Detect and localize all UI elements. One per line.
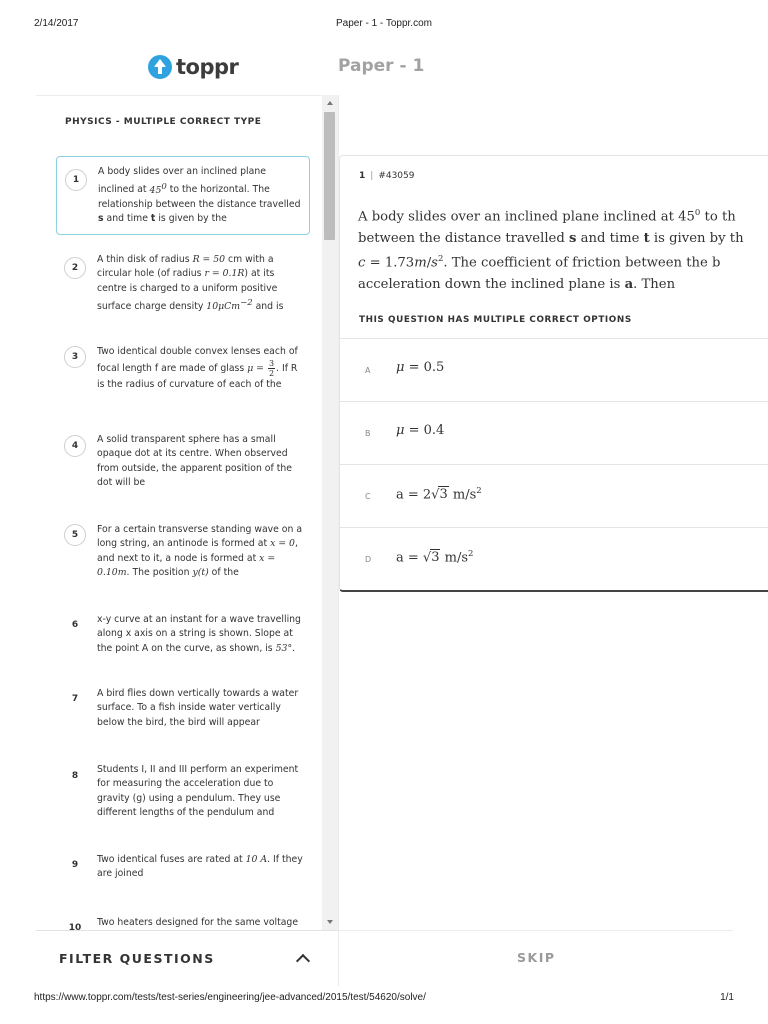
header-separator: | — [370, 171, 374, 181]
question-list-item[interactable] — [56, 342, 310, 402]
question-text — [358, 203, 768, 296]
question-snippet: Students I, II and III perform an experiment for measuring the acceleration due to gravity (g) using a pendulum. They use different lengths of the pendulum and — [97, 764, 299, 819]
question-list-panel — [36, 95, 338, 930]
question-line: $c = 1.73m/s^2$. The coefficient of friction between the b — [358, 254, 721, 271]
question-id: #43059 — [378, 171, 415, 181]
print-url: https://www.toppr.com/tests/test-series/engineering/jee-advanced/2015/test/54620/solve/ — [34, 992, 426, 1003]
brand-name: toppr — [176, 55, 239, 79]
question-number: 1 — [359, 171, 366, 181]
option-text: a = √3 $m/s^2$ — [396, 549, 474, 566]
question-number: 5 — [64, 524, 86, 546]
question-snippet: Two identical double convex lenses each of focal length f are made of glass μ = $\frac{3}{2}$ . If R is the radius of curvature of each of the — [97, 346, 298, 390]
question-number: 9 — [64, 854, 86, 876]
footer-divider — [339, 930, 733, 931]
question-line: A body slides over an inclined plane inclined at $45^0$ to th — [358, 208, 736, 225]
question-number: 8 — [64, 765, 86, 787]
question-header — [359, 171, 414, 181]
multiple-correct-label: THIS QUESTION HAS MULTIPLE CORRECT OPTIONS — [359, 315, 632, 325]
question-snippet: Two identical fuses are rated at 10 A. If they are joined — [97, 854, 303, 880]
question-list-item[interactable] — [56, 610, 310, 662]
page-title: Paper - 1 — [338, 56, 425, 76]
question-snippet: A body slides over an inclined plane inclined at $45^0$ to the horizontal. The relationship between the distance travelled s and time t is given by the — [98, 166, 301, 225]
question-snippet: A thin disk of radius R = 50 cm with a circular hole (of radius r = 0.1R) at its centre is charged to a uniform positive surface charge density 10μCm$^{-2}$ and is — [97, 254, 284, 313]
option-letter: D — [365, 555, 372, 564]
question-list-item[interactable] — [56, 250, 310, 316]
question-list-scrollbar[interactable] — [322, 95, 338, 930]
scroll-down-icon[interactable] — [327, 920, 333, 924]
question-snippet: x-y curve at an instant for a wave travelling along x axis on a string is shown. Slope at the point A on the curve, as shown, is 53°. — [97, 614, 301, 654]
question-snippet: For a certain transverse standing wave on a long string, an antinode is formed at x = 0, and next to it, a node is formed at x = 0.10m. The position y(t) of the — [97, 524, 303, 579]
option-text: μ = 0.4 — [396, 423, 445, 438]
toppr-logo[interactable] — [148, 53, 238, 81]
option-c[interactable] — [340, 464, 768, 527]
option-b[interactable] — [340, 401, 768, 464]
option-letter: B — [365, 429, 371, 438]
question-number: 10 — [64, 917, 86, 930]
option-text: a = 2√3 $m/s^2$ — [396, 486, 482, 503]
filter-questions-bar[interactable] — [36, 930, 338, 986]
skip-button[interactable]: SKIP — [517, 950, 556, 965]
option-letter: A — [365, 366, 371, 375]
question-number: 6 — [64, 614, 86, 636]
question-line: between the distance travelled s and time t is given by th — [358, 230, 744, 246]
option-text: μ = 0.5 — [396, 360, 445, 375]
option-d[interactable] — [340, 527, 768, 590]
print-date: 2/14/2017 — [34, 18, 79, 29]
print-title: Paper - 1 - Toppr.com — [336, 18, 432, 29]
question-number: 1 — [65, 169, 87, 191]
question-snippet: A solid transparent sphere has a small opaque dot at its centre. When observed from outside, the apparent position of the dot will be — [97, 434, 292, 489]
question-list-item[interactable] — [56, 520, 310, 586]
question-list-item[interactable] — [56, 684, 310, 736]
question-list-item[interactable] — [56, 914, 310, 930]
print-page-number: 1/1 — [720, 992, 734, 1003]
question-snippet: A bird flies down vertically towards a water surface. To a fish inside water vertically below the bird, the bird will appear — [97, 688, 299, 728]
scroll-up-icon[interactable] — [327, 101, 333, 105]
question-card — [339, 155, 768, 592]
scroll-thumb[interactable] — [324, 112, 335, 240]
question-list-item[interactable] — [56, 156, 310, 235]
chevron-up-icon[interactable] — [296, 954, 310, 968]
question-list-item[interactable] — [56, 852, 310, 890]
option-letter: C — [365, 492, 371, 501]
question-snippet: Two heaters designed for the same voltage — [97, 917, 299, 928]
question-number: 7 — [64, 688, 86, 710]
filter-questions-label: FILTER QUESTIONS — [59, 951, 215, 966]
question-number: 3 — [64, 346, 86, 368]
question-number: 4 — [64, 435, 86, 457]
option-a[interactable] — [340, 338, 768, 401]
question-number: 2 — [64, 257, 86, 279]
up-arrow-icon — [148, 55, 172, 79]
section-title: PHYSICS - MULTIPLE CORRECT TYPE — [65, 117, 262, 127]
question-list-item[interactable] — [56, 760, 310, 826]
question-line: acceleration down the inclined plane is a. Then — [358, 277, 676, 293]
question-list-item[interactable] — [56, 430, 310, 496]
